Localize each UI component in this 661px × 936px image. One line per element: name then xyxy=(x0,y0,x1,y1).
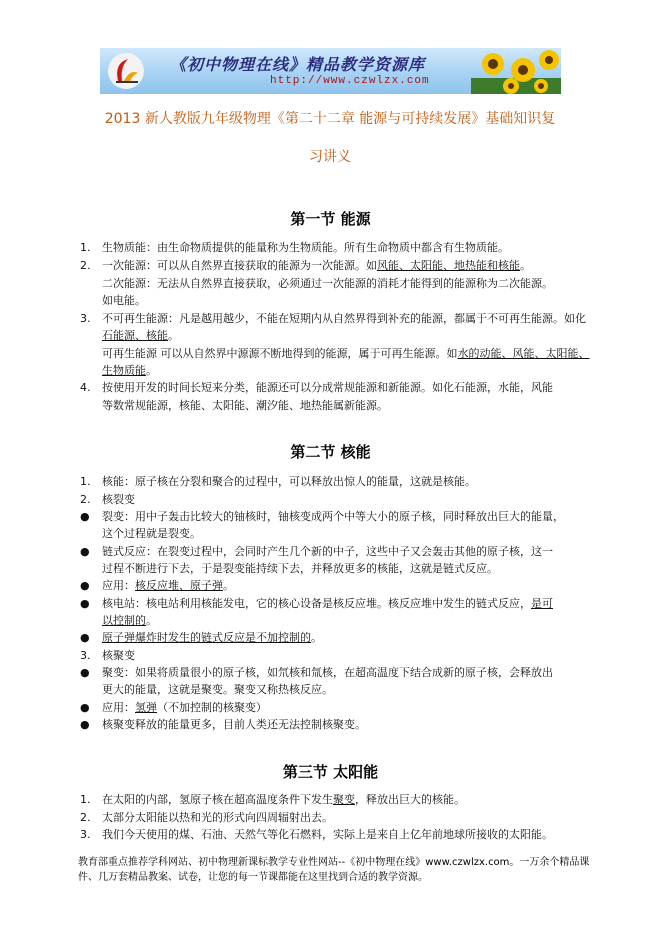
document-title-cont: 习讲义 xyxy=(309,149,351,165)
site-banner xyxy=(100,48,561,94)
bullet-item xyxy=(102,596,553,612)
bullet-icon: ● xyxy=(80,718,90,731)
bullet-icon: ● xyxy=(80,510,90,523)
list-item: 生物质能：由生命物质提供的能量称为生物质能。所有生命物质中都含有生物质能。 xyxy=(102,241,509,254)
list-marker: 2. xyxy=(80,493,91,506)
list-item: 不可再生能源：凡是越用越少，不能在短期内从自然界得到补充的能源，都属于不可再生能源。如化 xyxy=(102,312,586,325)
text-span: 核电站：核电站利用核能发电，它的核心设备是核反应堆。核反应堆中发生的链式反应， xyxy=(102,597,531,610)
list-item-cont: 如电能。 xyxy=(102,294,146,307)
list-marker: 2. xyxy=(80,259,91,272)
underlined-text: 生物质能 xyxy=(102,364,146,377)
bullet-icon: ● xyxy=(80,545,90,558)
text-span: 。 xyxy=(311,631,322,644)
underlined-text: 聚变 xyxy=(333,793,355,806)
list-item: 核聚变 xyxy=(102,649,135,662)
list-item-cont xyxy=(102,346,590,362)
bullet-item xyxy=(102,630,322,646)
list-marker: 3. xyxy=(80,828,91,841)
list-item xyxy=(102,792,465,808)
bullet-item-cont: 更大的能量，这就是聚变。聚变又称热核反应。 xyxy=(102,683,333,696)
section-heading-nuclear: 第二节 核能 xyxy=(290,443,371,461)
list-item: 核裂变 xyxy=(102,493,135,506)
section-heading-energy: 第一节 能源 xyxy=(290,210,371,228)
underlined-text: 是可 xyxy=(531,597,553,610)
text-span: 。 xyxy=(146,614,157,627)
list-item-cont: 二次能源：无法从自然界直接获取，必须通过一次能源的消耗才能得到的能源称为二次能源。 xyxy=(102,277,553,290)
list-marker: 1. xyxy=(80,475,91,488)
underlined-text: 氢弹 xyxy=(135,701,157,714)
text-span: 应用： xyxy=(102,701,135,714)
text-span: 。 xyxy=(168,329,179,342)
underlined-text: 风能、太阳能、地热能和核能 xyxy=(377,259,520,272)
list-marker: 3. xyxy=(80,649,91,662)
list-marker: 2. xyxy=(80,811,91,824)
text-span: 应用： xyxy=(102,579,135,592)
list-item: 太部分太阳能以热和光的形式向四周辐射出去。 xyxy=(102,811,333,824)
bullet-item xyxy=(102,578,234,594)
text-span: 一次能源：可以从自然界直接获取的能源为一次能源。如 xyxy=(102,259,377,272)
bullet-item: 聚变：如果将质量很小的原子核，如氘核和氚核，在超高温度下结合成新的原子核，会释放出 xyxy=(102,666,553,679)
text-span: 在太阳的内部，氢原子核在超高温度条件下发生 xyxy=(102,793,333,806)
banner-title: 《初中物理在线》精品教学资源库 xyxy=(170,55,426,74)
bullet-item: 裂变：用中子轰击比较大的铀核时，铀核变成两个中等大小的原子核，同时释放出巨大的能量， xyxy=(102,510,564,523)
underlined-text: 以控制的 xyxy=(102,614,146,627)
bullet-item: 核聚变释放的能量更多，目前人类还无法控制核聚变。 xyxy=(102,718,366,731)
section-heading-solar: 第三节 太阳能 xyxy=(282,763,379,781)
sunflower-icon xyxy=(471,48,561,94)
underlined-text: 核反应堆、原子弹 xyxy=(135,579,223,592)
bullet-item-cont: 这个过程就是裂变。 xyxy=(102,527,201,540)
site-logo-icon xyxy=(106,51,146,91)
underlined-text: 水的动能、风能、太阳能、 xyxy=(457,347,590,360)
list-item-cont xyxy=(102,328,179,344)
list-marker: 1. xyxy=(80,241,91,254)
list-item: 核能：原子核在分裂和聚合的过程中，可以释放出惊人的能量，这就是核能。 xyxy=(102,475,476,488)
footer-text: 教育部重点推荐学科网站、初中物理新课标教学专业性网站--《初中物理在线》www.czwlzx.com。一万余个精品课 xyxy=(78,857,590,868)
bullet-icon: ● xyxy=(80,701,90,714)
list-marker: 3. xyxy=(80,312,91,325)
list-item-cont xyxy=(102,363,157,379)
text-span: 。 xyxy=(146,364,157,377)
list-marker: 1. xyxy=(80,793,91,806)
list-item: 按使用开发的时间长短来分类，能源还可以分成常规能源和新能源。如化石能源，水能，风能 xyxy=(102,381,553,394)
text-span: （不加控制的核聚变） xyxy=(157,701,267,714)
text-span: 。 xyxy=(520,259,531,272)
underlined-text: 石能源、核能 xyxy=(102,329,168,342)
list-item-cont: 等数常规能源，核能、太阳能、潮汐能、地热能属新能源。 xyxy=(102,399,388,412)
bullet-icon: ● xyxy=(80,597,90,610)
bullet-icon: ● xyxy=(80,666,90,679)
underlined-text: 原子弹爆炸时发生的链式反应是不加控制的 xyxy=(102,631,311,644)
bullet-item xyxy=(102,700,267,716)
bullet-icon: ● xyxy=(80,631,90,644)
list-item: 我们今天使用的煤、石油、天然气等化石燃料，实际上是来自上亿年前地球所接收的太阳能。 xyxy=(102,828,553,841)
banner-url[interactable]: http://www.czwlzx.com xyxy=(270,75,430,87)
footer-text-cont: 件、几万套精品教案、试卷，让您的每一节课都能在这里找到合适的教学资源。 xyxy=(78,872,428,883)
bullet-item: 链式反应：在裂变过程中，会同时产生几个新的中子，这些中子又会轰击其他的原子核，这一 xyxy=(102,545,553,558)
document-title: 2013 新人教版九年级物理《第二十二章 能源与可持续发展》基础知识复 xyxy=(104,111,556,127)
bullet-item-cont xyxy=(102,613,157,629)
text-span: 。 xyxy=(223,579,234,592)
list-item xyxy=(102,258,531,274)
text-span: 可再生能源 可以从自然界中源源不断地得到的能源，属于可再生能源。如 xyxy=(102,347,458,360)
text-span: ，释放出巨大的核能。 xyxy=(355,793,465,806)
list-marker: 4. xyxy=(80,381,91,394)
bullet-item-cont: 过程不断进行下去，于是裂变能持续下去，并释放更多的核能，这就是链式反应。 xyxy=(102,562,498,575)
bullet-icon: ● xyxy=(80,579,90,592)
